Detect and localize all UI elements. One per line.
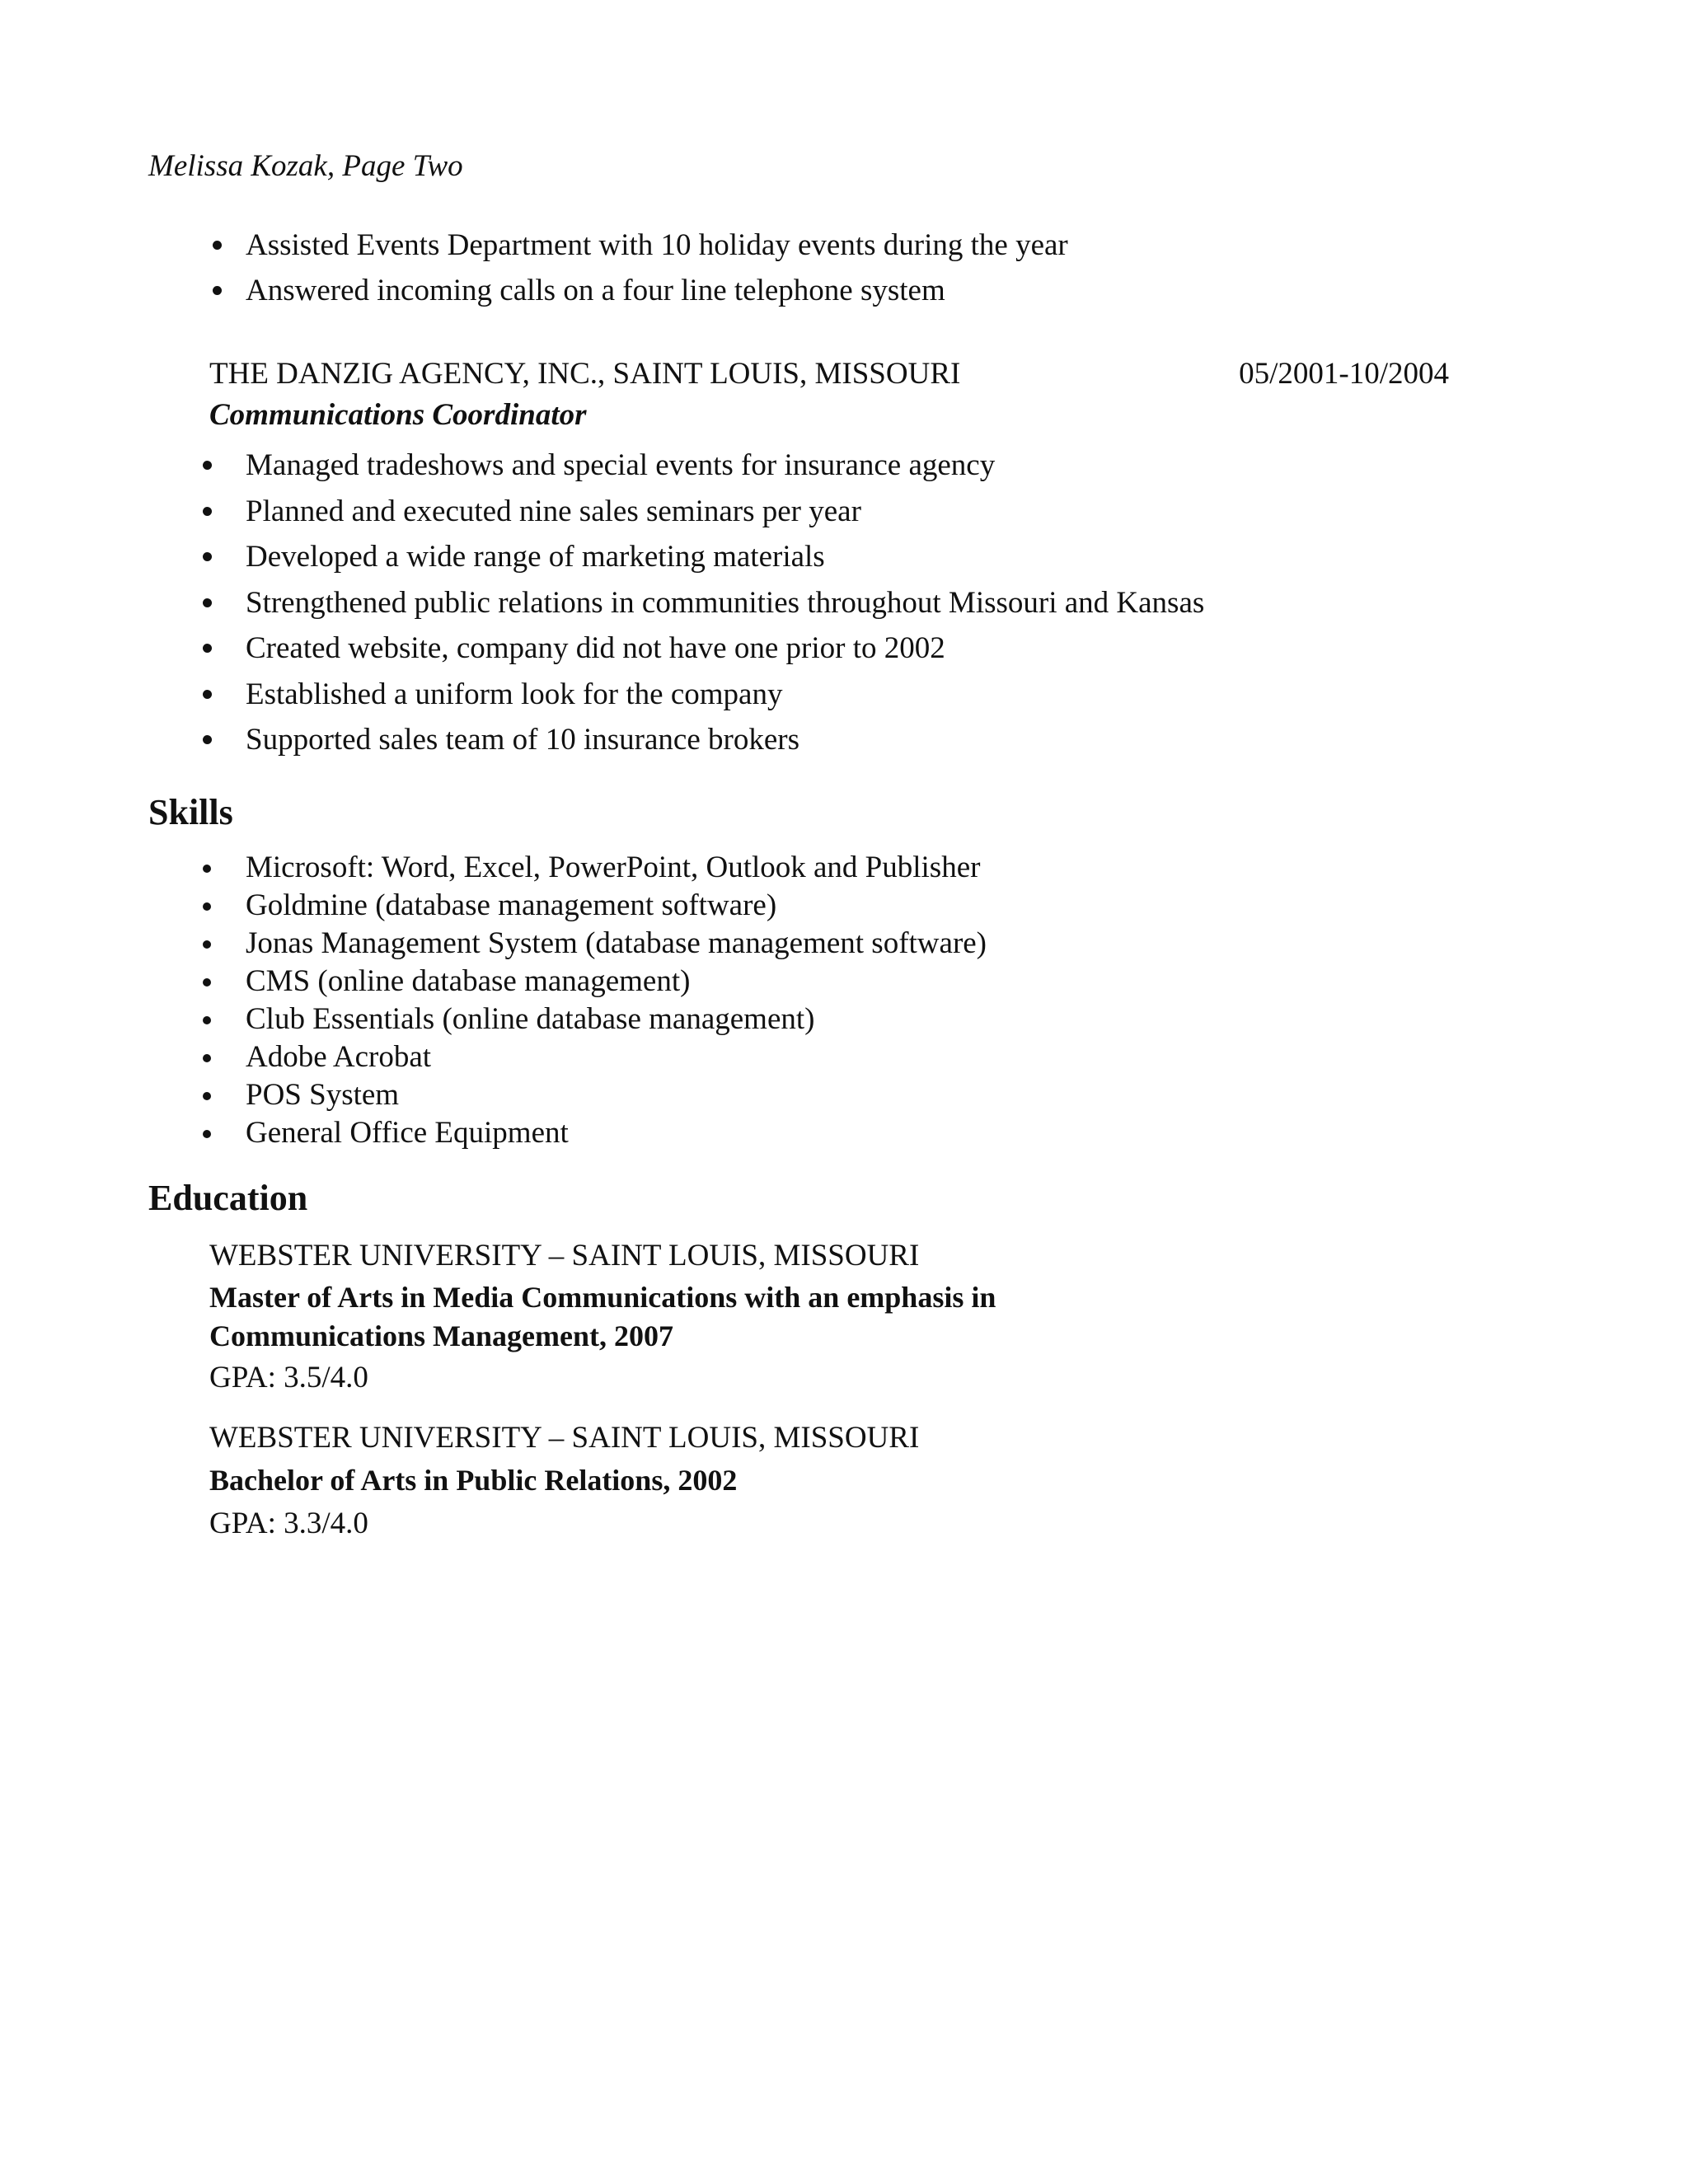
degree-title: Bachelor of Arts in Public Relations, 2002 <box>209 1464 738 1497</box>
bullet-icon <box>203 978 211 987</box>
list-item: Created website, company did not have one prior to 2002 <box>246 626 1204 672</box>
list-item: Club Essentials (online database management) <box>246 1001 987 1038</box>
bullet-icon <box>213 241 222 250</box>
gpa: GPA: 3.3/4.0 <box>209 1507 368 1540</box>
company-name: THE DANZIG AGENCY, INC., SAINT LOUIS, MISSOURI <box>209 357 961 391</box>
list-item: Established a uniform look for the company <box>246 672 1204 718</box>
skills-heading: Skills <box>148 792 233 832</box>
bullet-icon <box>213 286 222 295</box>
list-item: Strengthened public relations in communities throughout Missouri and Kansas <box>246 580 1204 626</box>
degree-title: Master of Arts in Media Communications with an emphasis in <box>209 1281 996 1314</box>
school-name: WEBSTER UNIVERSITY – SAINT LOUIS, MISSOURI <box>209 1421 920 1455</box>
list-item: General Office Equipment <box>246 1114 987 1152</box>
degree-title-continued: Communications Management, 2007 <box>209 1319 673 1352</box>
running-header: Melissa Kozak, Page Two <box>148 149 463 183</box>
bullet-icon <box>203 1054 211 1062</box>
bullet-icon <box>203 644 212 653</box>
job-bullets <box>246 443 1204 763</box>
list-item: Managed tradeshows and special events for insurance agency <box>246 443 1204 489</box>
list-item: CMS (online database management) <box>246 963 987 1001</box>
bullet-icon <box>203 552 212 561</box>
bullet-icon <box>203 690 212 699</box>
list-item: Adobe Acrobat <box>246 1038 987 1076</box>
list-item: Developed a wide range of marketing materials <box>246 534 1204 580</box>
education-heading: Education <box>148 1178 308 1218</box>
bullet-icon <box>203 865 211 873</box>
bullet-icon <box>203 735 212 744</box>
gpa: GPA: 3.5/4.0 <box>209 1361 368 1394</box>
bullet-icon <box>203 1016 211 1024</box>
employment-dates: 05/2001-10/2004 <box>1239 357 1449 391</box>
list-item: Goldmine (database management software) <box>246 887 987 925</box>
list-item: Planned and executed nine sales seminars per year <box>246 489 1204 535</box>
list-item: Microsoft: Word, Excel, PowerPoint, Outlook and Publisher <box>246 849 987 887</box>
job-title: Communications Coordinator <box>209 398 587 432</box>
bullet-icon <box>203 902 211 911</box>
skills-list <box>246 849 987 1152</box>
list-item: Jonas Management System (database management software) <box>246 925 987 963</box>
list-item: Supported sales team of 10 insurance brokers <box>246 717 1204 763</box>
list-item: Answered incoming calls on a four line telephone system <box>246 268 1068 313</box>
previous-job-bullets <box>246 223 1068 313</box>
bullet-icon <box>203 461 212 470</box>
bullet-icon <box>203 940 211 949</box>
list-item: Assisted Events Department with 10 holiday events during the year <box>246 223 1068 268</box>
bullet-icon <box>203 1130 211 1138</box>
bullet-icon <box>203 1092 211 1100</box>
bullet-icon <box>203 598 212 607</box>
list-item: POS System <box>246 1076 987 1114</box>
school-name: WEBSTER UNIVERSITY – SAINT LOUIS, MISSOURI <box>209 1239 920 1272</box>
bullet-icon <box>203 507 212 516</box>
